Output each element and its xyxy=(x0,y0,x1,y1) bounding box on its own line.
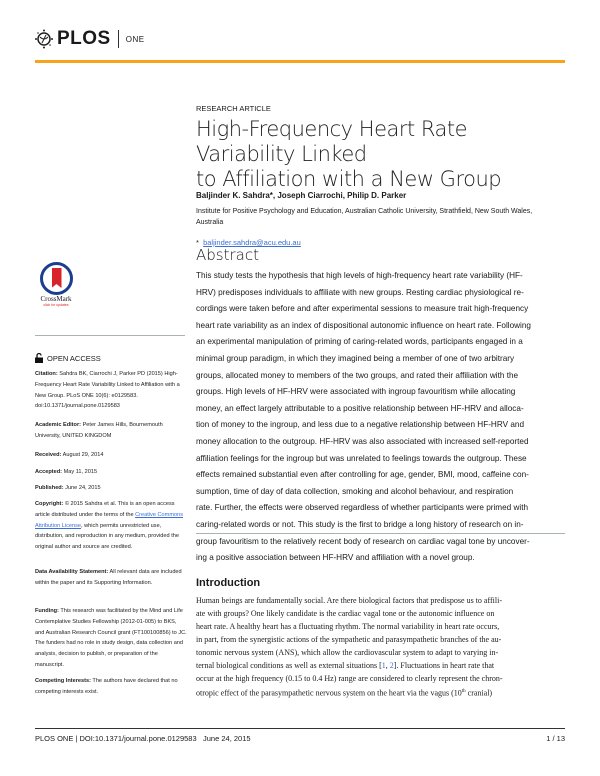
abstract-line: rate. Further, the effects were observed regardless of whether participants were primed with xyxy=(196,503,529,513)
abstract-line: an experimental manipulation of priming of caring-related words, participants engaged in a xyxy=(196,337,523,347)
open-lock-icon xyxy=(35,353,43,363)
published-date: Published: June 24, 2015 xyxy=(35,485,101,491)
affiliation-line: Australia xyxy=(196,219,224,226)
abstract-line: HRV) predisposes individuals to affiliate with new groups. Resting cardiac physiological re- xyxy=(196,287,524,297)
header-rule xyxy=(35,60,565,63)
plos-one-logo[interactable] xyxy=(34,28,145,50)
abstract-line: groups. High levels of HF-HRV were associated with ingroup favouritism while allocating xyxy=(196,387,516,397)
abstract-line: sumption, time of day of data collection, smoking and alcohol behaviour, and respiration xyxy=(196,486,514,496)
intro-line: heart rate. A healthy heart has a fluctuating rhythm. The normal variability in heart rate occurs, xyxy=(196,622,500,631)
abstract-line: minimal group paradigm, in which they imagined being a member of one of two arbitrary xyxy=(196,353,515,363)
intro-line: Human beings are fundamentally social. Are there biological factors that predispose us to affili- xyxy=(196,596,502,605)
abstract-line: heart rate variability as an index of dispositional autonomic influence on heart rate. Following xyxy=(196,320,531,330)
introduction-heading: Introduction xyxy=(196,577,261,589)
accepted-date: Accepted: May 11, 2015 xyxy=(35,469,98,475)
citation: Citation: Sahdra BK, Ciarrochi J, Parker PD (2015) High-Frequency Heart Rate Variability Linked to Affiliation with a New Group. PLoS ONE 10(6): e0129583. doi:10.1371/journal.pone.0129583 xyxy=(35,371,180,410)
abstract-line: This study tests the hypothesis that high levels of high-frequency heart rate variability (HF- xyxy=(196,271,523,280)
abstract-line: cordings were taken before and after experimental sessions to measure trait high-frequency xyxy=(196,304,529,314)
footer-rule xyxy=(35,728,565,729)
abstract-line: money allocation to the outgroup. HF-HRV was also associated with increased self-reported xyxy=(196,436,529,446)
affiliation xyxy=(196,206,568,228)
license-link[interactable]: Creative Commons Attribution License xyxy=(35,511,183,529)
abstract-line: groups, allocated money to members of the two groups, and rated their affiliation with the xyxy=(196,370,519,380)
intro-line: occur at the high frequency (0.15 to 0.4 Hz) range are considered to clearly represent the chron- xyxy=(196,674,503,683)
article-type: RESEARCH ARTICLE xyxy=(196,104,271,113)
authors: Baljinder K. Sahdra*, Joseph Ciarrochi, Philip D. Parker xyxy=(196,191,407,200)
footer-date: June 24, 2015 xyxy=(203,734,251,743)
copyright: Copyright: © 2015 Sahdra et al. This is an open access article distributed under the terms of the Creative Commons Attribution License, which permits unrestricted use, distribution, and reproduction in any medium, provided the original author and source are credited. xyxy=(35,501,183,551)
logo-text: PLOS xyxy=(57,28,111,49)
reference-link[interactable]: 1 xyxy=(381,661,386,670)
intro-line: in part, from the synergistic actions of the sympathetic and parasympathetic branches of the au- xyxy=(196,635,502,644)
introduction-body xyxy=(196,594,568,700)
abstract-heading: Abstract xyxy=(196,246,259,264)
email-marker: * xyxy=(196,238,199,247)
abstract-line: money, an effect largely attributable to a positive relationship between HF-HRV and alloca- xyxy=(196,403,524,413)
abstract-line: ing a positive association between HF-HRV and affiliation with a novel group. xyxy=(196,553,475,563)
abstract-line: affiliation feelings for the ingroup but was unrelated to feelings towards the outgroup. These xyxy=(196,453,527,463)
academic-editor: Academic Editor: Peter James Hills, Bournemouth University, UNITED KINGDOM xyxy=(35,422,163,439)
article-title xyxy=(196,117,568,192)
title-line: High-Frequency Heart Rate Variability Linked xyxy=(196,117,468,166)
intro-line: ate with groups? One likely candidate is the cardiac vagal tone or the autonomic influence on xyxy=(196,609,495,618)
abstract-body xyxy=(196,268,568,567)
intro-line: otropic effect of the parasympathetic nervous system on the heart via the vagus (10th cranial) xyxy=(196,688,493,698)
open-access xyxy=(35,353,101,363)
logo-sub: ONE xyxy=(125,34,145,44)
intro-line: ternal biological conditions as well as external situations [1, 2]. Fluctuations in heart rate that xyxy=(196,661,495,670)
funding: Funding: This research was facilitated by the Mind and Life Contemplative Studies Fellowship (2012-01-005) to BKS, and Australian Research Council grant (FT100100856) to JC. The funders had no role in study design, data collection and analysis, decision to publish, or preparation of the manuscript. xyxy=(35,608,187,668)
crossmark-label: CrossMark xyxy=(40,295,72,303)
received-date: Received: August 29, 2014 xyxy=(35,452,104,458)
title-line: to Affiliation with a New Group xyxy=(196,167,502,191)
sidebar-divider xyxy=(35,335,185,336)
plos-globe-icon xyxy=(34,29,54,49)
email-link[interactable]: baljinder.sahdra@acu.edu.au xyxy=(203,238,301,247)
data-availability: Data Availability Statement: All relevant data are included within the paper and its Supporting Information. xyxy=(35,569,182,586)
crossmark-icon xyxy=(40,262,73,295)
crossmark-sublabel: click for updates xyxy=(43,303,69,307)
crossmark-badge[interactable] xyxy=(36,262,76,307)
abstract-divider xyxy=(196,533,565,534)
footer-journal-doi: PLOS ONE | DOI:10.1371/journal.pone.0129583 xyxy=(35,734,197,743)
intro-line: tonomic nervous system (ANS), which allow the cardiovascular system to adapt to varying in- xyxy=(196,648,499,657)
reference-link[interactable]: 2 xyxy=(389,661,394,670)
affiliation-line: Institute for Positive Psychology and Education, Australian Catholic University, Strathfield, New South Wales, xyxy=(196,208,533,215)
page-number: 1 / 13 xyxy=(546,734,565,743)
abstract-line: caring-related words or not. This study is the first to bridge a long history of research on in- xyxy=(196,519,524,529)
abstract-line: tion of money to the ingroup, and less due to a negative relationship between HF-HRV and xyxy=(196,420,525,430)
logo-divider xyxy=(118,30,119,48)
open-access-label: OPEN ACCESS xyxy=(47,353,101,363)
abstract-line: effects remained substantial even after controlling for age, gender, BMI, mood, caffeine con- xyxy=(196,470,529,480)
abstract-line: group favouritism to the relatively recent body of research on cardiac vagal tone by uncover- xyxy=(196,536,530,546)
competing-interests: Competing Interests: The authors have declared that no competing interests exist. xyxy=(35,678,178,695)
